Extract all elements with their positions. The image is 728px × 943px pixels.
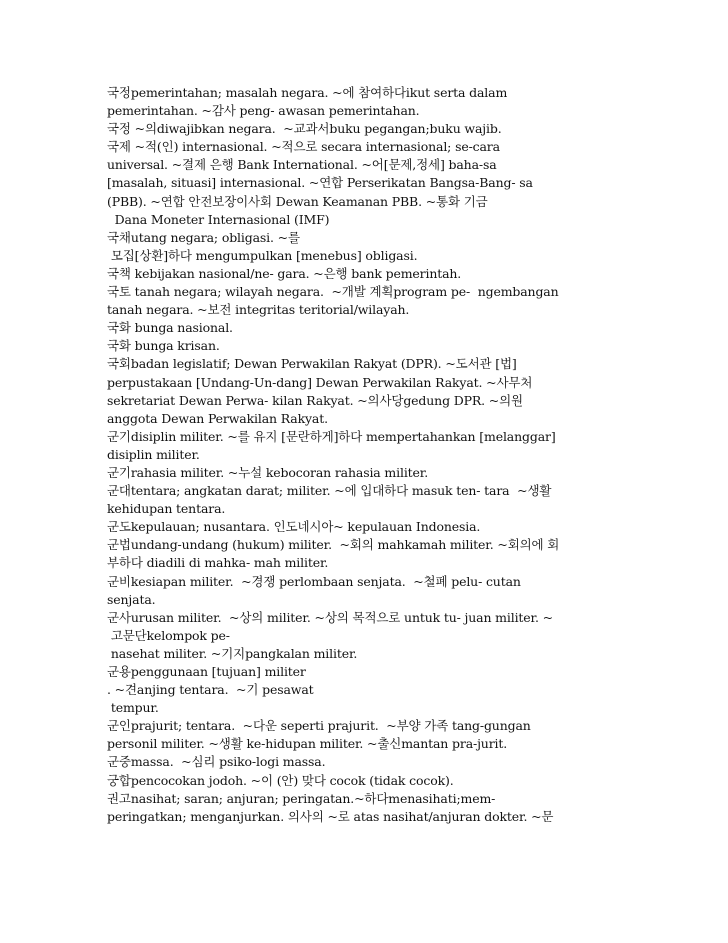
dictionary-entries xyxy=(107,84,627,826)
text-line: 군사urusan militer. ~상의 militer. ~상의 목적으로 untuk tu- juan militer. ~ xyxy=(107,609,553,625)
text-line: senjata. xyxy=(107,591,156,607)
text-line: 고문단kelompok pe- xyxy=(107,627,230,643)
text-line: 모집[상환]하다 mengumpulkan [menebus] obligasi. xyxy=(107,247,418,263)
text-line: 부하다 diadili di mahka- mah militer. xyxy=(107,555,329,571)
text-line: sekretariat Dewan Perwa- kilan Rakyat. ~의사당gedung DPR. ~의원 xyxy=(107,392,523,408)
text-line: 군법undang-undang (hukum) militer. ~회의 mahkamah militer. ~회의에 회 xyxy=(107,537,560,553)
text-line: universal. ~결제 은행 Bank International. ~어[문제,정세] baha-sa xyxy=(107,157,497,173)
text-line: 군기rahasia militer. ~누설 kebocoran rahasia militer. xyxy=(107,464,429,480)
text-line: 국정 ~의diwajibkan negara. ~교과서buku pegangan;buku wajib. xyxy=(107,121,502,137)
text-line: Dana Moneter Internasional (IMF) xyxy=(107,211,330,227)
text-line: 국정pemerintahan; masalah negara. ~에 참여하다ikut serta dalam xyxy=(107,85,508,100)
text-line: kehidupan tentara. xyxy=(107,501,226,517)
text-line: 군용penggunaan [tujuan] militer xyxy=(107,664,306,679)
text-line: . ~견anjing tentara. ~기 pesawat xyxy=(107,682,314,698)
text-line: peringatkan; menganjurkan. 의사의 ~로 atas nasihat/anjuran dokter. ~문 xyxy=(107,808,554,824)
text-line: 국화 bunga nasional. xyxy=(107,320,233,336)
text-line: 국회badan legislatif; Dewan Perwakilan Rakyat (DPR). ~도서관 [법] xyxy=(107,356,517,372)
text-line: tempur. xyxy=(107,700,159,716)
text-line: 국책 kebijakan nasional/ne- gara. ~은행 bank pemerintah. xyxy=(107,265,462,281)
text-line: 궁합pencocokan jodoh. ~이 (안) 맞다 cocok (tidak cocok). xyxy=(107,772,454,788)
text-line: 군도kepulauan; nusantara. 인도네시아~ kepulauan Indonesia. xyxy=(107,519,481,535)
text-line: personil militer. ~생활 ke-hidupan militer. ~출신mantan pra-jurit. xyxy=(107,736,508,752)
text-line: 국제 ~적(인) internasional. ~적으로 secara internasional; se-cara xyxy=(107,139,500,155)
text-line: disiplin militer. xyxy=(107,446,200,462)
text-line: anggota Dewan Perwakilan Rakyat. xyxy=(107,410,328,426)
text-line: 국화 bunga krisan. xyxy=(107,338,220,354)
text-line: 권고nasihat; saran; anjuran; peringatan.~하다menasihati;mem- xyxy=(107,790,496,806)
text-line: pemerintahan. ~감사 peng- awasan pemerintahan. xyxy=(107,103,420,119)
text-line: 군기disiplin militer. ~를 유지 [문란하게]하다 mempertahankan [melanggar] xyxy=(107,428,556,444)
text-line: 국채utang negara; obligasi. ~를 xyxy=(107,229,300,245)
text-line: 군인prajurit; tentara. ~다운 seperti prajurit. ~부양 가족 tang-gungan xyxy=(107,718,531,734)
text-line: (PBB). ~연합 안전보장이사회 Dewan Keamanan PBB. ~통화 기금 xyxy=(107,193,488,209)
text-line: 국토 tanah negara; wilayah negara. ~개발 계획program pe- ngembangan xyxy=(107,284,559,300)
text-line: 군비kesiapan militer. ~경쟁 perlombaan senjata. ~철폐 pelu- cutan xyxy=(107,573,521,589)
text-line: perpustakaan [Undang-Un-dang] Dewan Perwakilan Rakyat. ~사무처 xyxy=(107,374,533,390)
text-line: tanah negara. ~보전 integritas teritorial/wilayah. xyxy=(107,302,410,318)
text-line: [masalah, situasi] internasional. ~연합 Perserikatan Bangsa-Bang- sa xyxy=(107,175,533,191)
text-line: 군중massa. ~심리 psiko-logi massa. xyxy=(107,754,326,770)
text-line: 군대tentara; angkatan darat; militer. ~에 입대하다 masuk ten- tara ~생활 xyxy=(107,483,552,499)
text-line: nasehat militer. ~기지pangkalan militer. xyxy=(107,645,358,661)
